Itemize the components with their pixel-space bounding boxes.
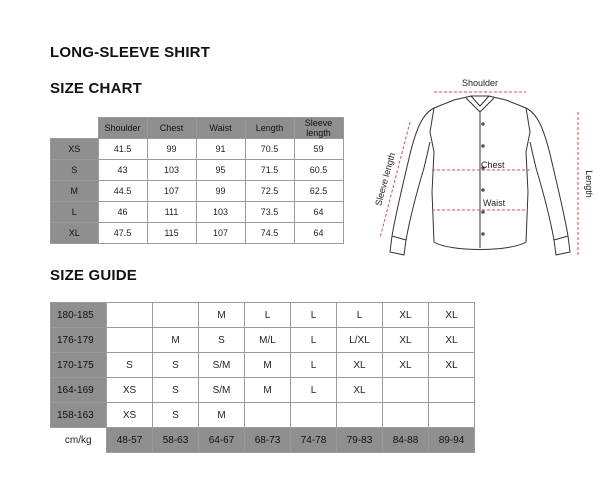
size-guide-weight-label: 84-88 (383, 428, 429, 453)
shirt-button (481, 144, 485, 148)
size-chart-cell: 70.5 (245, 139, 294, 160)
size-guide-cell: S (107, 353, 153, 378)
shirt-button (481, 188, 485, 192)
size-guide-cell (245, 403, 291, 428)
shoulder-label: Shoulder (461, 78, 499, 88)
size-guide-cell: XL (337, 378, 383, 403)
right-sleeve-outline (526, 108, 568, 240)
size-guide-cell: S (153, 403, 199, 428)
size-guide-weight-label: 79-83 (337, 428, 383, 453)
size-guide-cell: L (291, 328, 337, 353)
size-chart-size-label: XS (51, 139, 99, 160)
size-chart-cell: 107 (196, 223, 245, 244)
collar-outline (466, 96, 494, 112)
size-chart-row (51, 160, 344, 181)
size-chart-cell: 71.5 (245, 160, 294, 181)
size-guide-weight-label: 74-78 (291, 428, 337, 453)
size-guide-height-label: 170-175 (51, 353, 107, 378)
size-chart-cell: 62.5 (294, 181, 343, 202)
size-guide-row (51, 353, 475, 378)
size-guide-cell: L (245, 303, 291, 328)
size-chart-cell: 72.5 (245, 181, 294, 202)
size-chart-cell: 46 (98, 202, 147, 223)
size-guide-cell: L (337, 303, 383, 328)
size-chart-cell: 41.5 (98, 139, 147, 160)
size-guide-cell (153, 303, 199, 328)
size-guide-height-label: 176-179 (51, 328, 107, 353)
size-guide-table (50, 302, 475, 453)
size-chart-column-header: Shoulder (98, 118, 147, 139)
size-guide-cell: M (199, 303, 245, 328)
size-chart-corner (51, 118, 99, 139)
size-chart-heading: SIZE CHART (50, 80, 142, 97)
size-guide-cell: XL (429, 303, 475, 328)
size-guide-weight-label: 68-73 (245, 428, 291, 453)
size-chart-cell: 103 (147, 160, 196, 181)
size-guide-cell (429, 403, 475, 428)
size-guide-cell: XL (383, 303, 429, 328)
shirt-button (481, 122, 485, 126)
size-guide-cell: XL (429, 353, 475, 378)
size-guide-row (51, 378, 475, 403)
size-chart-row (51, 139, 344, 160)
size-chart-cell: 59 (294, 139, 343, 160)
size-guide-cell: XL (429, 328, 475, 353)
size-guide-cell: XS (107, 378, 153, 403)
sleeve-length-label: Sleeve length (373, 151, 397, 207)
size-guide-row (51, 303, 475, 328)
size-guide-height-label: 164-169 (51, 378, 107, 403)
size-guide-cell: L (291, 378, 337, 403)
size-guide-cell: L (291, 303, 337, 328)
size-guide-row (51, 328, 475, 353)
size-chart-cell: 115 (147, 223, 196, 244)
size-chart-cell: 64 (294, 223, 343, 244)
size-guide-heading: SIZE GUIDE (50, 267, 138, 284)
size-chart-cell: 99 (147, 139, 196, 160)
size-guide-weight-label: 64-67 (199, 428, 245, 453)
size-guide-cell: XL (383, 328, 429, 353)
size-guide-weight-label: 48-57 (107, 428, 153, 453)
size-guide-unit-label: cm/kg (64, 434, 92, 446)
size-chart-row (51, 181, 344, 202)
size-chart-cell: 99 (196, 181, 245, 202)
size-guide-cell (107, 303, 153, 328)
size-chart-row (51, 202, 344, 223)
size-chart-cell: 43 (98, 160, 147, 181)
size-guide-cell: S/M (199, 378, 245, 403)
size-guide-cell: L/XL (337, 328, 383, 353)
waist-label: Waist (483, 198, 506, 208)
chest-label: Chest (481, 160, 505, 170)
size-chart-size-label: S (51, 160, 99, 181)
size-guide-height-label: 180-185 (51, 303, 107, 328)
size-guide-cell: S/M (199, 353, 245, 378)
size-guide-cell: M (245, 353, 291, 378)
size-guide-weight-label: 89-94 (429, 428, 475, 453)
size-guide-cell (383, 378, 429, 403)
size-guide-cell (291, 403, 337, 428)
shirt-buttons (481, 122, 485, 236)
size-guide-cell (107, 328, 153, 353)
shirt-button (481, 232, 485, 236)
page-title: LONG-SLEEVE SHIRT (50, 44, 211, 61)
shirt-button (481, 210, 485, 214)
shirt-diagram (370, 72, 600, 272)
size-chart-table (50, 117, 344, 244)
size-guide-cell: XL (383, 353, 429, 378)
size-guide-cell (429, 378, 475, 403)
size-chart-column-header: Chest (147, 118, 196, 139)
size-guide-cell: S (153, 378, 199, 403)
size-chart-cell: 44.5 (98, 181, 147, 202)
size-chart-row (51, 223, 344, 244)
size-guide-cell: L (291, 353, 337, 378)
size-chart-size-label: M (51, 181, 99, 202)
size-chart-size-label: L (51, 202, 99, 223)
size-guide-cell: M (199, 403, 245, 428)
size-chart-column-header: Waist (196, 118, 245, 139)
size-chart-cell: 74.5 (245, 223, 294, 244)
size-guide-cell: M (245, 378, 291, 403)
size-chart-cell: 91 (196, 139, 245, 160)
size-chart-cell: 111 (147, 202, 196, 223)
size-guide-cell: M/L (245, 328, 291, 353)
size-chart-cell: 47.5 (98, 223, 147, 244)
size-chart-cell: 103 (196, 202, 245, 223)
size-guide-cell: XL (337, 353, 383, 378)
size-chart-cell: 60.5 (294, 160, 343, 181)
size-guide-cell: M (153, 328, 199, 353)
size-chart-size-label: XL (51, 223, 99, 244)
size-chart-cell: 95 (196, 160, 245, 181)
size-guide-cell (383, 403, 429, 428)
size-chart-cell: 64 (294, 202, 343, 223)
size-guide-cell: S (199, 328, 245, 353)
size-guide-cell (337, 403, 383, 428)
size-chart-cell: 107 (147, 181, 196, 202)
size-guide-cell: XS (107, 403, 153, 428)
shirt-outline (390, 96, 570, 255)
size-guide-row (51, 403, 475, 428)
size-guide-cell: S (153, 353, 199, 378)
size-chart-column-header: Sleeve length (294, 118, 343, 139)
measure-lines (380, 92, 578, 256)
length-label: Length (584, 170, 594, 198)
size-guide-weight-label: 58-63 (153, 428, 199, 453)
left-sleeve-outline (392, 108, 434, 240)
size-guide-height-label: 158-163 (51, 403, 107, 428)
size-chart-cell: 73.5 (245, 202, 294, 223)
size-chart-column-header: Length (245, 118, 294, 139)
